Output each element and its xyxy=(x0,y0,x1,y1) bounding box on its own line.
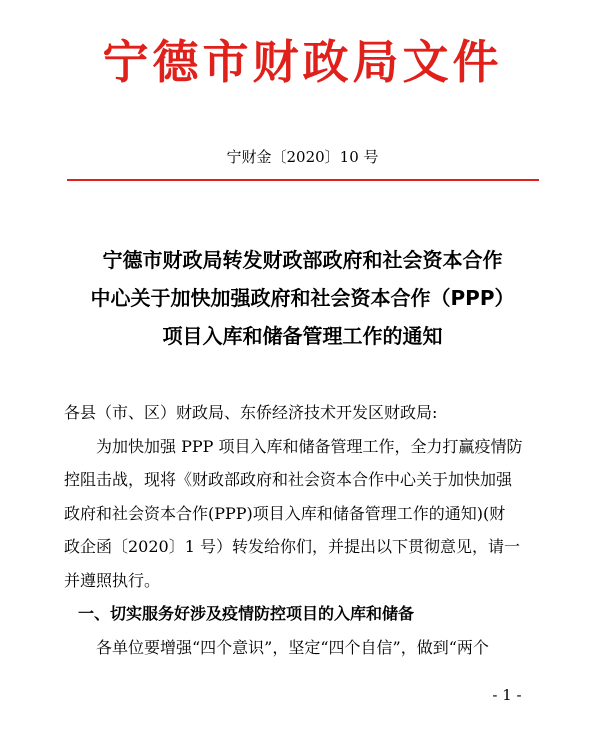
section-1-heading: 一、切实服务好涉及疫情防控项目的入库和储备 xyxy=(78,604,415,623)
body-text xyxy=(64,396,544,664)
paragraph-1-line-5: 并遵照执行。 xyxy=(64,570,161,590)
notice-title xyxy=(0,241,605,355)
document-number: 宁财金〔2020〕10 号 xyxy=(226,148,379,166)
paragraph-1-line-2: 控阻击战，现将《财政部政府和社会资本合作中心关于加快加强 xyxy=(64,470,513,489)
paragraph-1-line-3: 政府和社会资本合作(PPP)项目入库和储备管理工作的通知)(财 xyxy=(64,503,506,523)
notice-title-line-1: 宁德市财政局转发财政部政府和社会资本合作 xyxy=(102,248,503,272)
section-1-line-1: 各单位要增强“四个意识”，坚定“四个自信”，做到“两个 xyxy=(96,637,489,657)
paragraph-1-line-1: 为加快加强 PPP 项目入库和储备管理工作，全力打赢疫情防 xyxy=(96,436,523,456)
notice-title-line-3: 项目入库和储备管理工作的通知 xyxy=(162,324,443,348)
notice-title-line-2: 中心关于加快加强政府和社会资本合作（PPP） xyxy=(90,286,515,310)
recipient-line: 各县（市、区）财政局、东侨经济技术开发区财政局: xyxy=(64,403,438,422)
header-title: 宁德市财政局文件 xyxy=(102,35,503,89)
red-divider xyxy=(67,179,539,181)
paragraph-1-line-4: 政企函〔2020〕1 号）转发给你们，并提出以下贯彻意见，请一 xyxy=(64,537,520,556)
page-number: - 1 - xyxy=(492,686,522,704)
